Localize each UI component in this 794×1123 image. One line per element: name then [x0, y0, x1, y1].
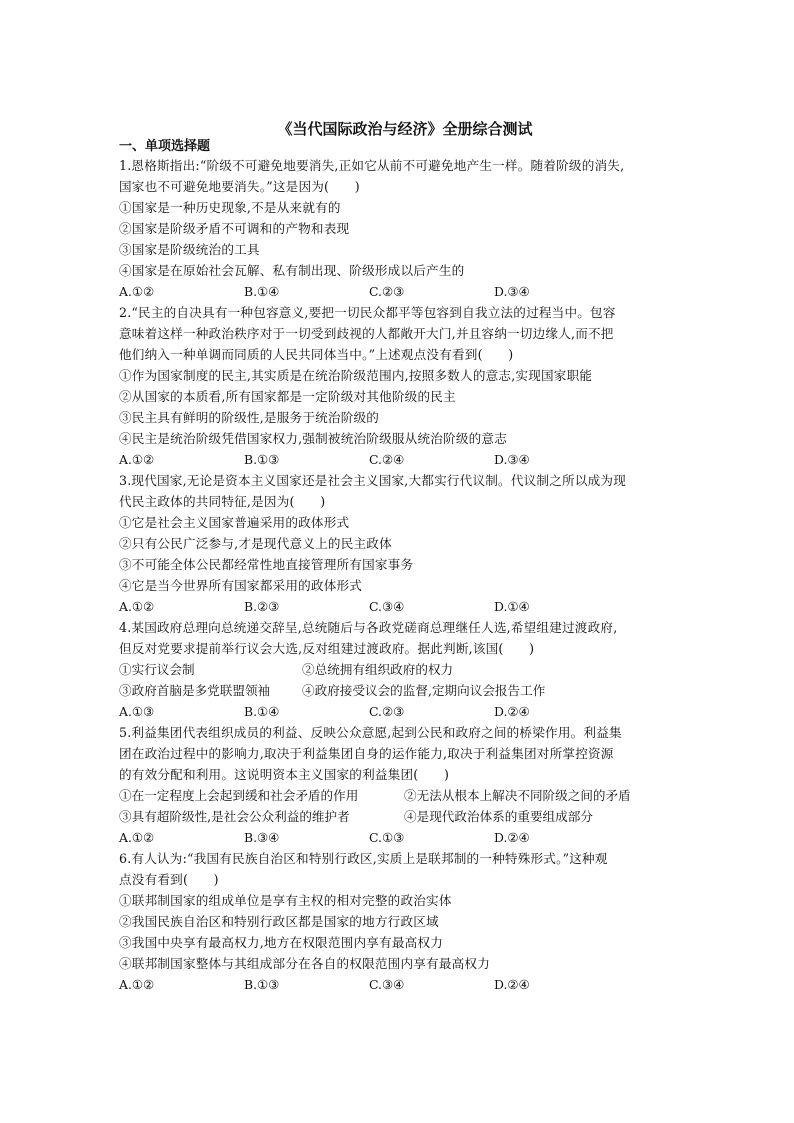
question-6	[119, 848, 681, 995]
question-3-stem-line-1: 3.现代国家,无论是资本主义国家还是社会主义国家,大都实行代议制。代议制之所以成为现	[119, 473, 626, 488]
question-1-stem-line-1: 1.恩格斯指出:“阶级不可避免地要消失,正如它从前不可避免地产生一样。随着阶级的消失,	[119, 158, 625, 173]
question-6-statement-3: ③我国中央享有最高权力,地方在权限范围内享有最高权力	[119, 935, 444, 950]
question-2-statement-2: ②从国家的本质看,所有国家都是一定阶级对其他阶级的民主	[119, 389, 456, 404]
question-4-options	[119, 701, 681, 722]
option-b: B.①④	[244, 704, 280, 719]
option-a: A.①②	[119, 284, 155, 299]
question-5-stem-line-3: 的有效分配和利用。这说明资本主义国家的利益集团( )	[119, 767, 450, 782]
question-4-statement-4: ④政府接受议会的监督,定期向议会报告工作	[302, 683, 546, 698]
option-a: A.①②	[119, 830, 155, 845]
question-4-statements-row-2	[119, 680, 681, 701]
option-c: C.③④	[369, 977, 405, 992]
question-5-statement-4: ④是现代政治体系的重要组成部分	[404, 809, 593, 824]
option-a: A.①②	[119, 452, 155, 467]
question-1-statement-2: ②国家是阶级矛盾不可调和的产物和表现	[119, 221, 350, 236]
document-title: 《当代国际政治与经济》全册综合测试	[277, 120, 533, 138]
question-3-statement-4: ④它是当今世界所有国家都采用的政体形式	[119, 578, 363, 593]
option-a: A.①②	[119, 599, 155, 614]
question-5-options	[119, 827, 681, 848]
question-4-stem-line-2: 但反对党要求提前举行议会大选,反对组建过渡政府。据此判断,该国( )	[119, 641, 535, 656]
option-c: C.②④	[369, 452, 405, 467]
option-b: B.③④	[244, 830, 280, 845]
question-5-statements-row-1	[119, 785, 681, 806]
option-b: B.①③	[244, 977, 280, 992]
question-2	[119, 302, 681, 470]
question-5-statement-3: ③具有超阶级性,是社会公众利益的维护者	[119, 809, 350, 824]
question-1-statement-4: ④国家是在原始社会瓦解、私有制出现、阶级形成以后产生的	[119, 263, 465, 278]
option-d: D.①④	[494, 599, 530, 614]
question-2-statement-1: ①作为国家制度的民主,其实质是在统治阶级范围内,按照多数人的意志,实现国家职能	[119, 368, 593, 383]
question-3-statement-3: ③不可能全体公民都经常性地直接管理所有国家事务	[119, 557, 414, 572]
option-c: C.②③	[369, 284, 405, 299]
option-d: D.③④	[494, 284, 530, 299]
question-4-stem-line-1: 4.某国政府总理向总统递交辞呈,总统随后与各政党磋商总理继任人选,希望组建过渡政府,	[119, 620, 618, 635]
option-b: B.①③	[244, 452, 280, 467]
option-b: B.②③	[244, 599, 280, 614]
question-5-stem-line-2: 团在政治过程中的影响力,取决于利益集团自身的运作能力,取决于利益集团对所掌控资源	[119, 746, 614, 761]
question-6-statement-4: ④联邦制国家整体与其组成部分在各自的权限范围内享有最高权力	[119, 956, 491, 971]
question-6-statement-1: ①联邦制国家的组成单位是享有主权的相对完整的政治实体	[119, 893, 452, 908]
question-3-options	[119, 596, 681, 617]
option-d: D.②④	[494, 704, 530, 719]
option-d: D.②④	[494, 977, 530, 992]
question-2-stem-line-3: 他们纳入一种单调而同质的人民共同体当中。”上述观点没有看到( )	[119, 347, 514, 362]
question-3	[119, 470, 681, 617]
question-5	[119, 722, 681, 848]
question-3-statement-2: ②只有公民广泛参与,才是现代意义上的民主政体	[119, 536, 392, 551]
question-4	[119, 617, 681, 722]
question-6-statement-2: ②我国民族自治区和特别行政区都是国家的地方行政区域	[119, 914, 439, 929]
question-5-stem-line-1: 5.利益集团代表组织成员的利益、反映公众意愿,起到公民和政府之间的桥梁作用。利益集	[119, 725, 622, 740]
question-6-stem-line-2: 点没有看到( )	[119, 872, 219, 887]
option-d: D.③④	[494, 452, 530, 467]
question-3-stem-line-2: 代民主政体的共同特征,是因为( )	[119, 494, 326, 509]
document-page	[119, 120, 681, 995]
option-c: C.①③	[369, 830, 405, 845]
question-6-options	[119, 974, 681, 995]
question-1-stem-line-2: 国家也不可避免地要消失。”这是因为( )	[119, 179, 360, 194]
question-2-statement-3: ③民主具有鲜明的阶级性,是服务于统治阶级的	[119, 410, 380, 425]
question-1-options	[119, 281, 681, 302]
question-4-statement-3: ③政府首脑是多党联盟领袖	[119, 683, 271, 698]
section-heading: 一、单项选择题	[119, 139, 211, 154]
option-a: A.①③	[119, 704, 155, 719]
question-3-statement-1: ①它是社会主义国家普遍采用的政体形式	[119, 515, 350, 530]
option-b: B.①④	[244, 284, 280, 299]
question-2-stem-line-1: 2.“民主的自决具有一种包容意义,要把一切民众都平等包容到自我立法的过程当中。包容	[119, 305, 616, 320]
question-4-statement-2: ②总统拥有组织政府的权力	[302, 662, 454, 677]
question-5-statements-row-2	[119, 806, 681, 827]
question-5-statement-2: ②无法从根本上解决不同阶级之间的矛盾	[404, 788, 631, 803]
question-5-statement-1: ①在一定程度上会起到缓和社会矛盾的作用	[119, 788, 359, 803]
option-d: D.②④	[494, 830, 530, 845]
question-2-stem-line-2: 意味着这样一种政治秩序对于一切受到歧视的人都敞开大门,并且容纳一切边缘人,而不把	[119, 326, 614, 341]
question-1-statement-3: ③国家是阶级统治的工具	[119, 242, 260, 257]
question-1-statement-1: ①国家是一种历史现象,不是从来就有的	[119, 200, 341, 215]
question-4-statements-row-1	[119, 659, 681, 680]
option-a: A.①②	[119, 977, 155, 992]
question-4-statement-1: ①实行议会制	[119, 662, 195, 677]
option-c: C.③④	[369, 599, 405, 614]
question-6-stem-line-1: 6.有人认为:“我国有民族自治区和特别行政区,实质上是联邦制的一种特殊形式。”这种观	[119, 851, 608, 866]
question-1	[119, 155, 681, 302]
question-2-statement-4: ④民主是统治阶级凭借国家权力,强制被统治阶级服从统治阶级的意志	[119, 431, 508, 446]
option-c: C.②③	[369, 704, 405, 719]
question-2-options	[119, 449, 681, 470]
